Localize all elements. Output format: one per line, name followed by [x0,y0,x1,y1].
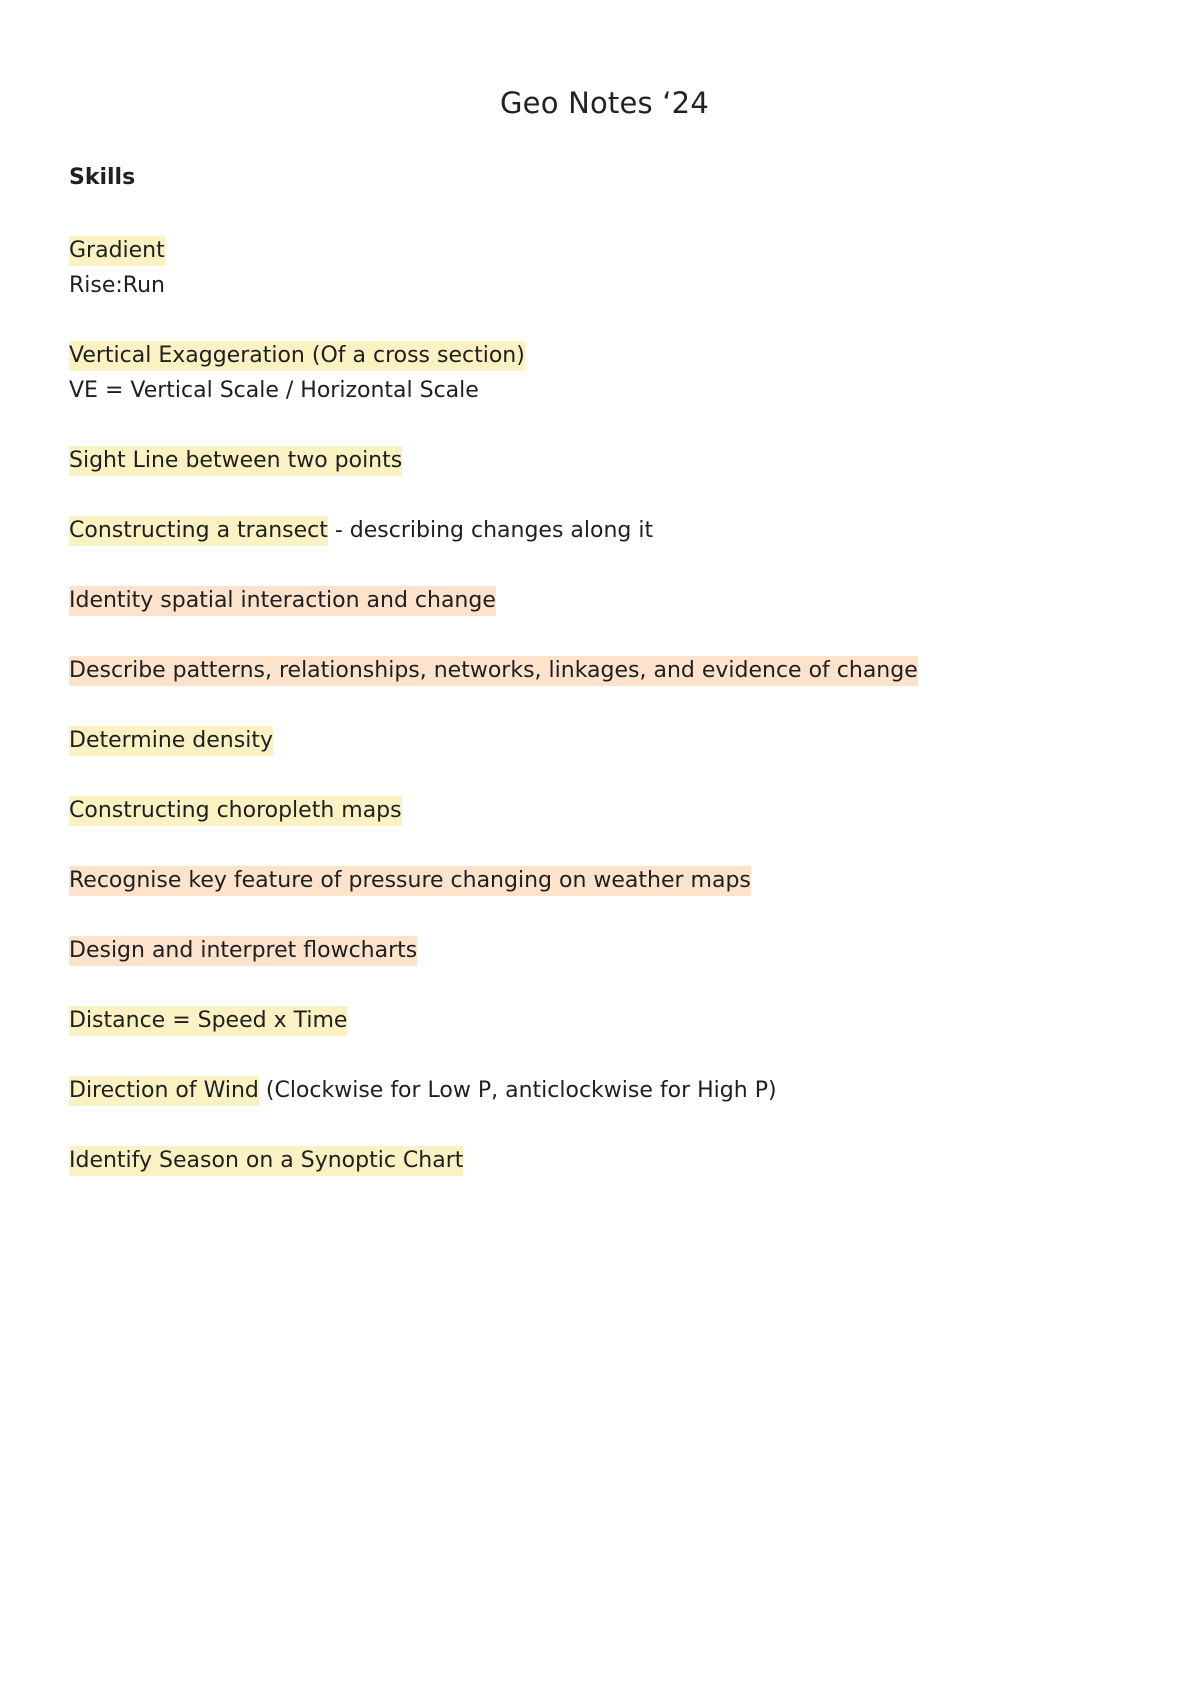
highlighted-text: Design and interpret flowcharts [69,936,417,966]
note-line-distance [69,1005,347,1037]
note-line-ve-formula [69,375,479,407]
highlighted-text: Sight Line between two points [69,446,402,476]
highlighted-text: Constructing choropleth maps [69,796,402,826]
highlighted-text: Identify Season on a Synoptic Chart [69,1146,463,1176]
note-line-pressure [69,865,751,897]
highlighted-text: Identity spatial interaction and change [69,586,496,616]
note-line-gradient [69,235,165,267]
note-line-density [69,725,273,757]
note-line-vertical-exaggeration [69,340,525,372]
note-line-choropleth [69,795,402,827]
highlighted-text: Distance = Speed x Time [69,1006,347,1036]
line-text: - describing changes along it [327,518,654,543]
note-line-flowcharts [69,935,417,967]
line-text: (Clockwise for Low P, anticlockwise for High P) [258,1078,777,1103]
highlighted-text: Vertical Exaggeration (Of a cross section) [69,341,525,371]
section-heading-skills: Skills [69,165,136,190]
note-line-describe-patterns [69,655,918,687]
line-text: VE = Vertical Scale / Horizontal Scale [69,378,479,403]
line-text: Rise:Run [69,273,165,298]
highlighted-text: Gradient [69,236,165,266]
highlighted-text: Describe patterns, relationships, networks, linkages, and evidence of change [69,656,918,686]
note-line-rise-run [69,270,165,302]
highlighted-text: Direction of Wind [69,1076,259,1106]
note-line-season [69,1145,463,1177]
highlighted-text: Constructing a transect [69,516,328,546]
document-title: Geo Notes ‘24 [500,86,709,120]
highlighted-text: Determine density [69,726,273,756]
highlighted-text: Recognise key feature of pressure changing on weather maps [69,866,751,896]
note-line-transect [69,515,653,547]
note-line-wind [69,1075,777,1107]
note-line-spatial-interaction [69,585,496,617]
note-line-sight-line [69,445,402,477]
